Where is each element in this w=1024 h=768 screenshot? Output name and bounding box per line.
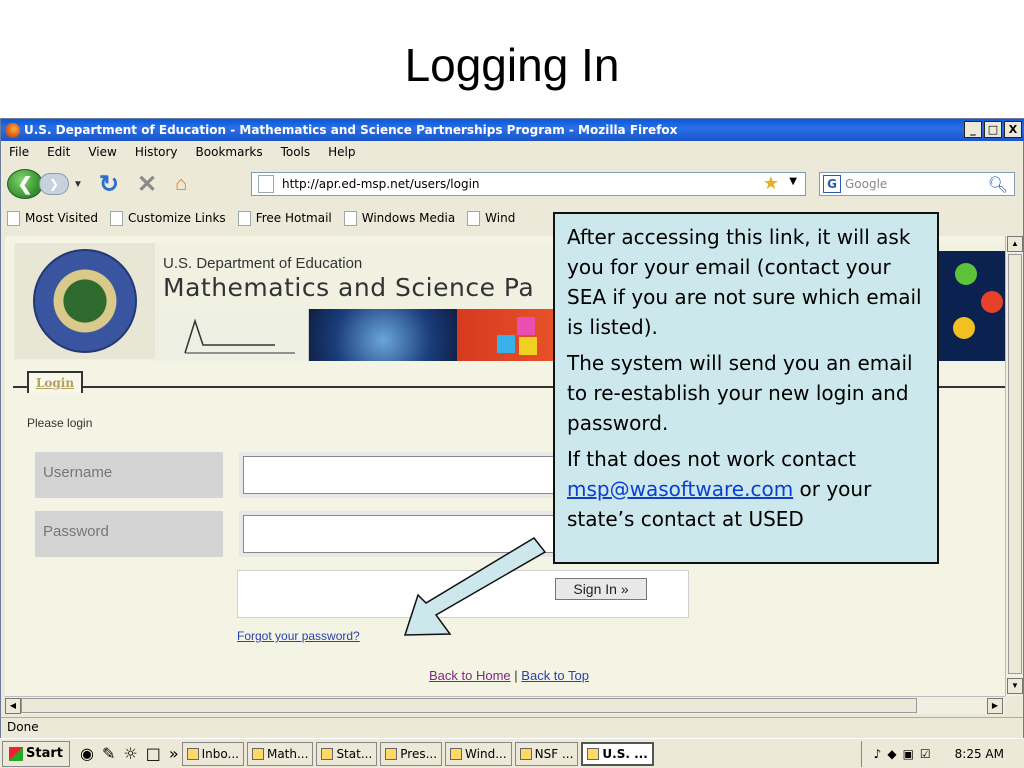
status-bar: Done — [1, 717, 1023, 735]
banner-globe-image — [309, 309, 457, 361]
firefox-icon — [587, 748, 599, 760]
callout-paragraph-3: If that does not work contact msp@wasoftware.com or your state’s contact at USED — [567, 447, 872, 531]
password-input[interactable] — [243, 515, 555, 553]
history-dropdown-icon[interactable]: ▼ — [73, 178, 83, 190]
banner-graph-image — [155, 309, 309, 361]
navigation-toolbar — [1, 165, 1023, 203]
word-icon — [321, 748, 333, 760]
powerpoint-icon — [385, 748, 397, 760]
close-button[interactable]: X — [1004, 121, 1022, 138]
back-to-home-link[interactable]: Back to Home — [429, 668, 511, 683]
task-windows[interactable]: Wind... — [445, 742, 512, 766]
bookmark-windows[interactable]: Wind — [467, 211, 515, 226]
tab-login[interactable]: Login — [27, 371, 83, 393]
password-field-container — [239, 511, 559, 557]
support-email-link[interactable]: msp@wasoftware.com — [567, 477, 794, 501]
bookmark-icon — [7, 211, 20, 226]
firefox-icon — [5, 123, 20, 138]
quick-launch — [80, 744, 179, 763]
start-button[interactable]: Start — [2, 741, 70, 767]
instruction-callout — [553, 212, 939, 564]
signin-container — [237, 570, 689, 618]
security-icon[interactable]: ☑ — [919, 747, 931, 761]
password-label: Password — [35, 511, 223, 557]
callout-paragraph-1: After accessing this link, it will ask you for your email (contact your SEA if you are not sure which email is listed). — [567, 225, 922, 339]
url-dropdown-icon[interactable]: ▼ — [789, 176, 797, 187]
username-label: Username — [35, 452, 223, 498]
outlook-quicklaunch-icon[interactable]: ✎ — [101, 744, 116, 763]
scroll-up-icon[interactable]: ▲ — [1007, 236, 1023, 252]
clock: 8:25 AM — [954, 747, 1004, 761]
back-to-top-link[interactable]: Back to Top — [521, 668, 589, 683]
menu-bar — [1, 141, 1023, 163]
search-placeholder: Google — [845, 177, 888, 191]
page-icon — [258, 175, 274, 193]
google-icon[interactable]: G — [823, 175, 841, 193]
scroll-thumb[interactable] — [1008, 254, 1022, 674]
maximize-button[interactable]: □ — [984, 121, 1002, 138]
footer-separator: | — [514, 668, 518, 683]
bookmark-free-hotmail[interactable]: Free Hotmail — [238, 211, 332, 226]
callout-paragraph-2: The system will send you an email to re-establish your new login and password. — [567, 351, 913, 435]
forgot-password-link[interactable]: Forgot your password? — [237, 629, 360, 643]
bookmark-most-visited[interactable]: Most Visited — [7, 211, 98, 226]
bookmark-icon — [467, 211, 480, 226]
stop-icon[interactable]: ✕ — [137, 170, 158, 198]
bookmark-icon — [344, 211, 357, 226]
media-player-icon — [450, 748, 462, 760]
window-titlebar[interactable] — [1, 119, 1024, 141]
bookmark-icon — [238, 211, 251, 226]
forward-button[interactable]: ❯ — [39, 173, 69, 195]
reload-icon[interactable]: ↻ — [98, 170, 120, 198]
firefox-quicklaunch-icon[interactable]: ◉ — [79, 744, 94, 763]
department-seal — [15, 243, 155, 359]
vertical-scrollbar[interactable] — [1005, 236, 1023, 696]
signin-button[interactable]: Sign In » — [555, 578, 647, 600]
menu-file[interactable]: File — [9, 145, 30, 159]
task-us-firefox[interactable]: U.S. ... — [581, 742, 653, 766]
network-icon[interactable]: ◆ — [887, 747, 897, 761]
menu-view[interactable]: View — [88, 145, 117, 159]
tray-app-icon[interactable]: ▣ — [902, 747, 914, 761]
menu-edit[interactable]: Edit — [47, 145, 71, 159]
desktop-quicklaunch-icon[interactable]: □ — [145, 744, 161, 763]
bookmark-star-icon[interactable]: ★ — [762, 173, 779, 194]
footer-links — [429, 668, 589, 683]
task-pres[interactable]: Pres... — [380, 742, 442, 766]
inbox-icon — [187, 748, 199, 760]
window-title: U.S. Department of Education - Mathematics and Science Partnerships Program - Mozilla Firefox — [24, 123, 678, 137]
hscroll-thumb[interactable] — [21, 698, 917, 713]
banner-molecule-image — [933, 251, 1005, 361]
task-math[interactable]: Math... — [247, 742, 313, 766]
menu-bookmarks[interactable]: Bookmarks — [195, 145, 263, 159]
system-tray — [861, 741, 1024, 767]
windows-taskbar — [0, 738, 1024, 768]
windows-logo-icon — [9, 747, 23, 761]
search-bar[interactable] — [819, 172, 1015, 196]
bookmark-windows-media[interactable]: Windows Media — [344, 211, 455, 226]
username-input[interactable] — [243, 456, 555, 494]
bookmark-customize-links[interactable]: Customize Links — [110, 211, 226, 226]
home-icon[interactable]: ⌂ — [175, 172, 188, 195]
please-login-text: Please login — [27, 416, 93, 430]
task-inbox[interactable]: Inbo... — [182, 742, 244, 766]
url-bar[interactable] — [251, 172, 806, 196]
ie-quicklaunch-icon[interactable]: ☼ — [123, 744, 138, 763]
banner-cubes-image — [457, 309, 567, 361]
horizontal-scrollbar[interactable] — [5, 696, 1005, 714]
task-stat[interactable]: Stat... — [316, 742, 377, 766]
scroll-right-icon[interactable]: ▶ — [987, 698, 1003, 714]
back-button[interactable]: ❮ — [7, 169, 43, 199]
menu-tools[interactable]: Tools — [280, 145, 311, 159]
search-icon[interactable]: 🔍︎ — [987, 175, 1008, 194]
slide-title: Logging In — [404, 39, 620, 91]
menu-help[interactable]: Help — [328, 145, 356, 159]
username-field-container — [239, 452, 559, 498]
menu-history[interactable]: History — [134, 145, 178, 159]
org-name: U.S. Department of Education — [163, 255, 363, 272]
program-name: Mathematics and Science Pa — [163, 273, 535, 302]
mail-icon — [520, 748, 532, 760]
bookmark-icon — [110, 211, 123, 226]
url-text: http://apr.ed-msp.net/users/login — [282, 177, 480, 191]
more-quicklaunch-icon[interactable]: » — [168, 744, 179, 763]
word-icon — [252, 748, 264, 760]
volume-icon[interactable]: ♪ — [873, 747, 882, 761]
scroll-down-icon[interactable]: ▼ — [1007, 678, 1023, 694]
task-nsf[interactable]: NSF ... — [515, 742, 579, 766]
scroll-left-icon[interactable]: ◀ — [5, 698, 21, 714]
minimize-button[interactable]: _ — [964, 121, 982, 138]
